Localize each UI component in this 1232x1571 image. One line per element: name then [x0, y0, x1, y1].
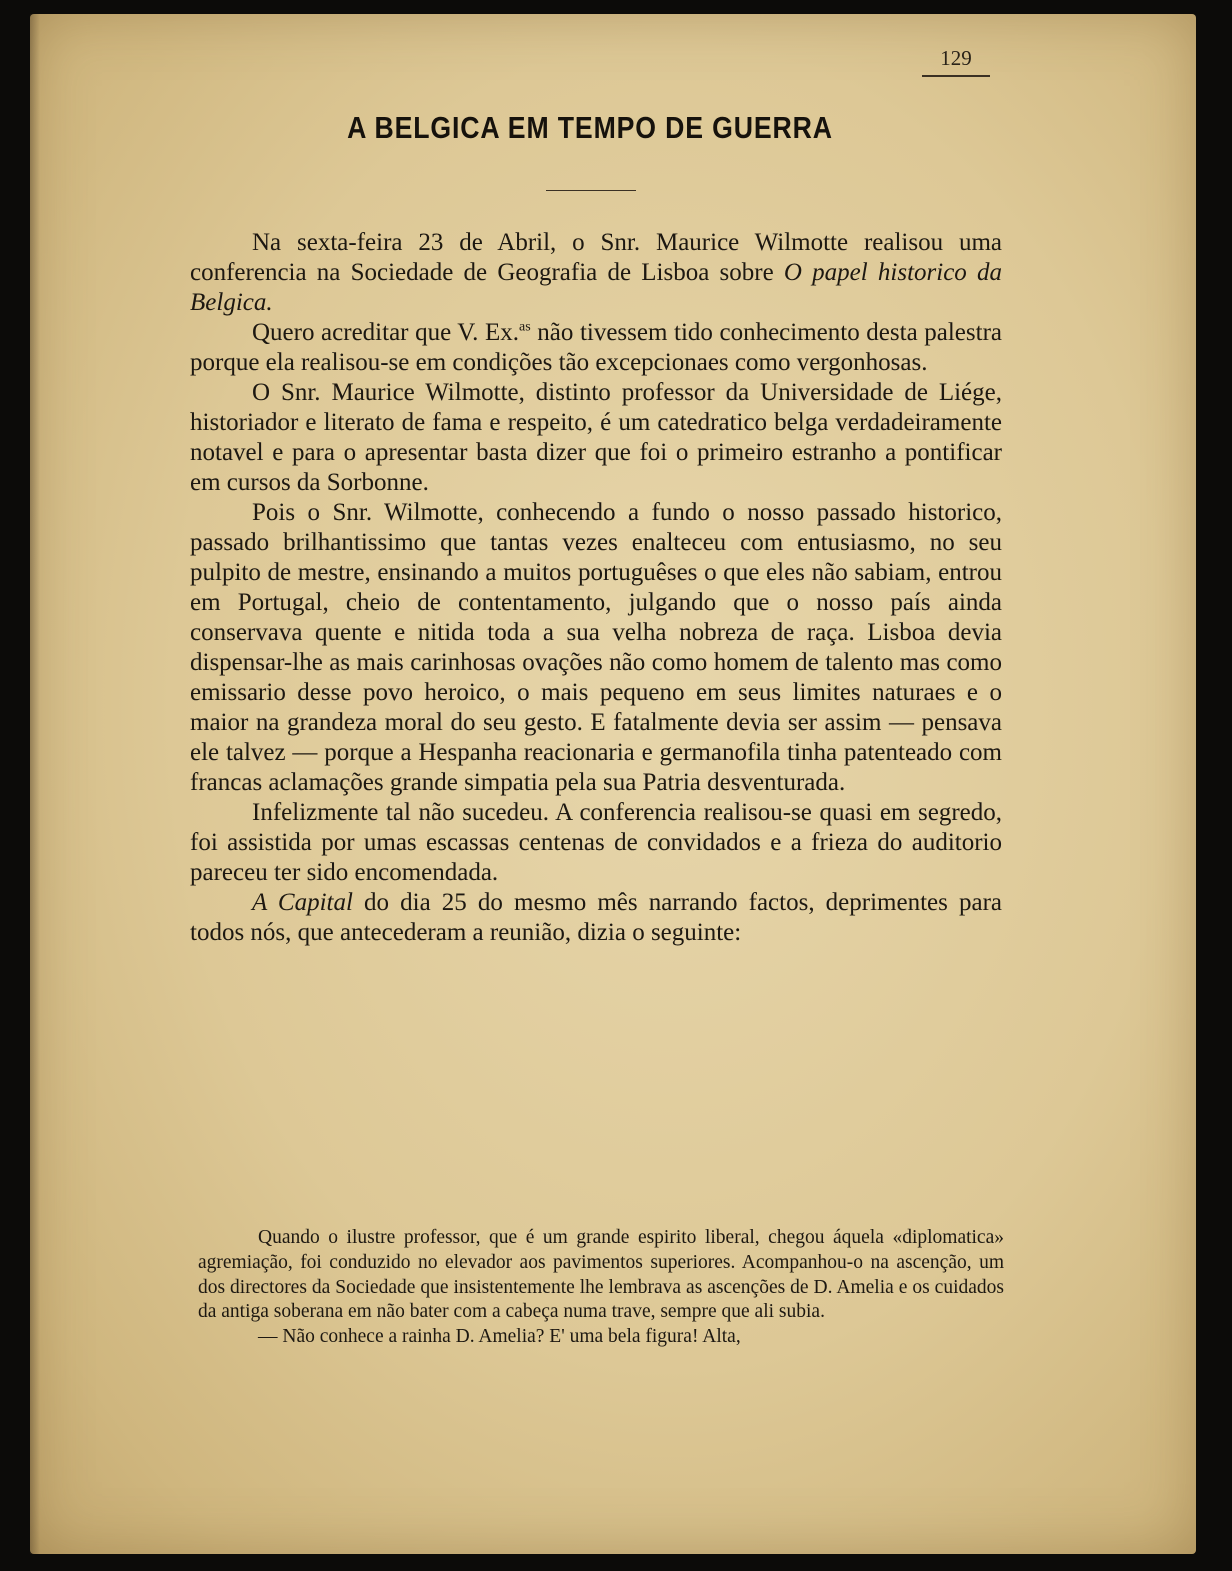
- page-spine-shadow: [30, 14, 40, 1554]
- superscript-as: as: [519, 319, 531, 335]
- paragraph-2-text-a: Quero acreditar que V. Ex.: [252, 319, 519, 346]
- paragraph-2-text-b: não tivessem tido conhecimento desta palestra porque ela realisou-se em condições tão excepcionaes como vergonhosas.: [190, 319, 1002, 376]
- paragraph-6: [190, 888, 1002, 948]
- paragraph-6-text: do dia 25 do mesmo mês narrando factos, deprimentes para todos nós, que antecederam a reunião, dizia o seguinte:: [190, 889, 1002, 946]
- quoted-passage: [198, 1226, 1004, 1350]
- paragraph-5: Infelizmente tal não sucedeu. A conferencia realisou-se quasi em segredo, foi assistida por umas escassas centenas de convidados e a frieza do auditorio pareceu ter sido encomendada.: [190, 799, 1002, 886]
- quote-paragraph-1: Quando o ilustre professor, que é um grande espirito liberal, chegou áquela «diplomatica» agremiação, foi conduzido no elevador aos pavimentos superiores. Acompanhou-o na ascenção, um dos directores da Sociedade que insistentemente lhe lembrava as ascenções de D. Amelia e os cuidados da antiga soberana em não bater com a cabeça numa trave, sempre que ali subia.: [198, 1227, 1004, 1323]
- paragraph-3: O Snr. Maurice Wilmotte, distinto professor da Universidade de Liége, historiador e literato de fama e respeito, é um catedratico belga verdadeiramente notavel e para o apresentar basta dizer que foi o primeiro estranho a pontificar em cursos da Sorbonne.: [190, 379, 1002, 496]
- title-divider: [546, 190, 636, 191]
- paragraph-2: [190, 318, 1002, 378]
- paragraph-1: [190, 228, 1002, 318]
- paragraph-1-text: Na sexta-feira 23 de Abril, o Snr. Maurice Wilmotte realisou uma conferencia na Sociedade de Geografia de Lisboa sobre: [190, 229, 1002, 286]
- chapter-title: A BELGICA EM TEMPO DE GUERRA: [347, 110, 833, 145]
- lecture-title: O papel historico da Belgica.: [190, 259, 1002, 316]
- paragraph-4: Pois o Snr. Wilmotte, conhecendo a fundo o nosso passado historico, passado brilhantissimo que tantas vezes enalteceu com entusiasmo, no seu pulpito de mestre, ensinando a muitos portuguêses o que eles não sabiam, entrou em Portugal, cheio de contentamento, julgando que o nosso país ainda conservava quente e nitida toda a sua velha nobreza de raça. Lisboa devia dispensar-lhe as mais carinhosas ovações não como homem de talento mas como emissario desse povo heroico, o mais pequeno em seus limites naturaes e o maior na grandeza moral do seu gesto. E fatalmente devia ser assim — pensava ele talvez — porque a Hespanha reacionaria e germanofila tinha patenteado com francas aclamações grande simpatia pela sua Patria desventurada.: [190, 499, 1002, 796]
- body-text: [190, 228, 1002, 948]
- newspaper-name: A Capital: [252, 889, 353, 916]
- page-number: 129: [922, 46, 990, 77]
- quote-dialog-line: — Não conhece a rainha D. Amelia? E' uma bela figura! Alta,: [258, 1326, 741, 1348]
